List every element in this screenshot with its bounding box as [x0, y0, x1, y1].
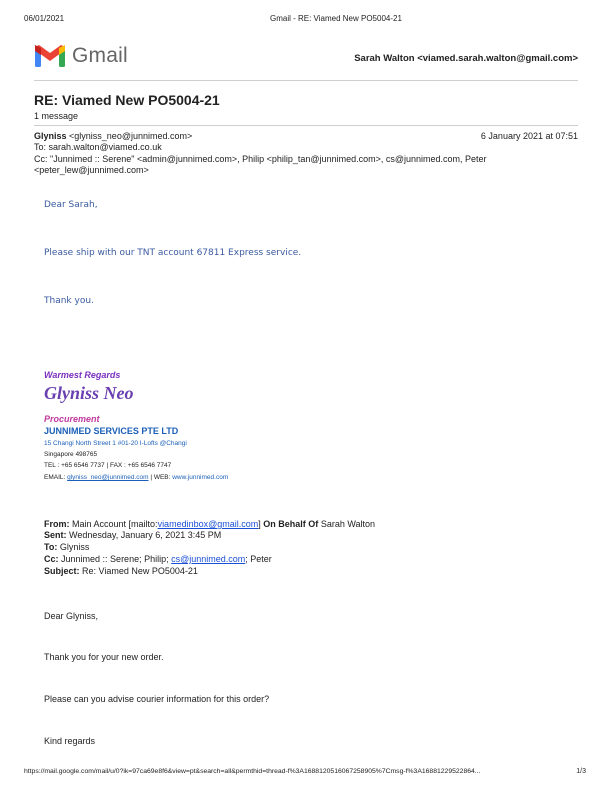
subject-value: Re: Viamed New PO5004-21 [82, 566, 198, 576]
web-label: | WEB: [148, 474, 173, 481]
thread-subject: RE: Viamed New PO5004-21 [34, 92, 220, 108]
signature-name: Glyniss Neo [44, 383, 134, 403]
body-line: Please ship with our TNT account 67811 Express service. [44, 248, 302, 258]
email-label: EMAIL: [44, 474, 68, 481]
to-line: To: sarah.walton@viamed.co.uk [34, 142, 162, 152]
fwd-to [44, 542, 89, 552]
cc-line-cont: <peter_lew@junnimed.com> [34, 165, 149, 175]
fwd-line: Thank you for your new order. [44, 652, 164, 662]
sender [34, 131, 192, 141]
cc-label: Cc: [44, 554, 59, 564]
signature-email-link[interactable]: glyniss_neo@junnimed.com [67, 474, 149, 481]
fwd-sent [44, 530, 221, 540]
fwd-from [44, 519, 375, 529]
signature-address: 15 Changi North Street 1 #01-20 I-Lofts @Changi [44, 440, 187, 447]
behalf-value: Sarah Walton [320, 519, 376, 529]
sender-name: Glyniss [34, 131, 67, 141]
cc-value: Junnimed :: Serene; Philip; [61, 554, 169, 564]
fwd-greeting: Dear Glyniss, [44, 611, 99, 621]
signature-web-link[interactable]: www.junnimed.com [172, 474, 229, 481]
signature-dept: Procurement [44, 414, 100, 424]
fwd-closing: Kind regards [44, 736, 96, 746]
page-number: 1/3 [576, 768, 586, 775]
from-email-link[interactable]: viamedinbox@gmail.com [157, 519, 259, 529]
cc-email-link[interactable]: cs@junnimed.com [171, 554, 246, 564]
from-close: ] [258, 519, 261, 529]
body-greeting: Dear Sarah, [44, 200, 98, 210]
from-value: Main Account [mailto: [72, 519, 158, 529]
signature-phone: TEL : +65 6546 7737 | FAX : +65 6546 7747 [44, 462, 172, 469]
print-title: Gmail - RE: Viamed New PO5004-21 [270, 14, 402, 23]
fwd-line-2: Please can you advise courier information for this order? [44, 694, 270, 704]
fwd-cc [44, 554, 272, 564]
gmail-logo-text: Gmail [72, 44, 128, 67]
cc-line: Cc: "Junnimed :: Serene" <admin@junnimed.com>, Philip <philip_tan@junnimed.com>, cs@junnimed.com, Peter [34, 154, 487, 164]
signature-address-2: Singapore 498765 [44, 451, 98, 458]
cc-value-2: ; Peter [245, 554, 272, 564]
message-date: 6 January 2021 at 07:51 [480, 131, 578, 141]
to-label: To: [44, 542, 58, 552]
signature-regards: Warmest Regards [44, 370, 121, 380]
gmail-logo-icon [34, 44, 66, 68]
account-label: Sarah Walton <viamed.sarah.walton@gmail.com> [354, 53, 578, 64]
sent-label: Sent: [44, 530, 67, 540]
behalf-label: On Behalf Of [263, 519, 319, 529]
print-date: 06/01/2021 [24, 14, 65, 23]
signature-company: JUNNIMED SERVICES PTE LTD [44, 426, 179, 436]
from-label: From: [44, 519, 70, 529]
sender-email: <glyniss_neo@junnimed.com> [69, 131, 193, 141]
print-url: https://mail.google.com/mail/u/0?ik=97ca69e8f6&view=pt&search=all&permthid=thread-f%3A1688120516067258905%7Cmsg-f%3A16881229522864... [24, 768, 481, 775]
divider [34, 125, 578, 126]
to-value: Glyniss [59, 542, 90, 552]
sent-value: Wednesday, January 6, 2021 3:45 PM [69, 530, 222, 540]
message-count: 1 message [34, 111, 79, 121]
divider [34, 80, 578, 81]
signature-contact [44, 474, 228, 481]
subject-label: Subject: [44, 566, 80, 576]
fwd-subject [44, 566, 198, 576]
body-thanks: Thank you. [44, 296, 94, 306]
